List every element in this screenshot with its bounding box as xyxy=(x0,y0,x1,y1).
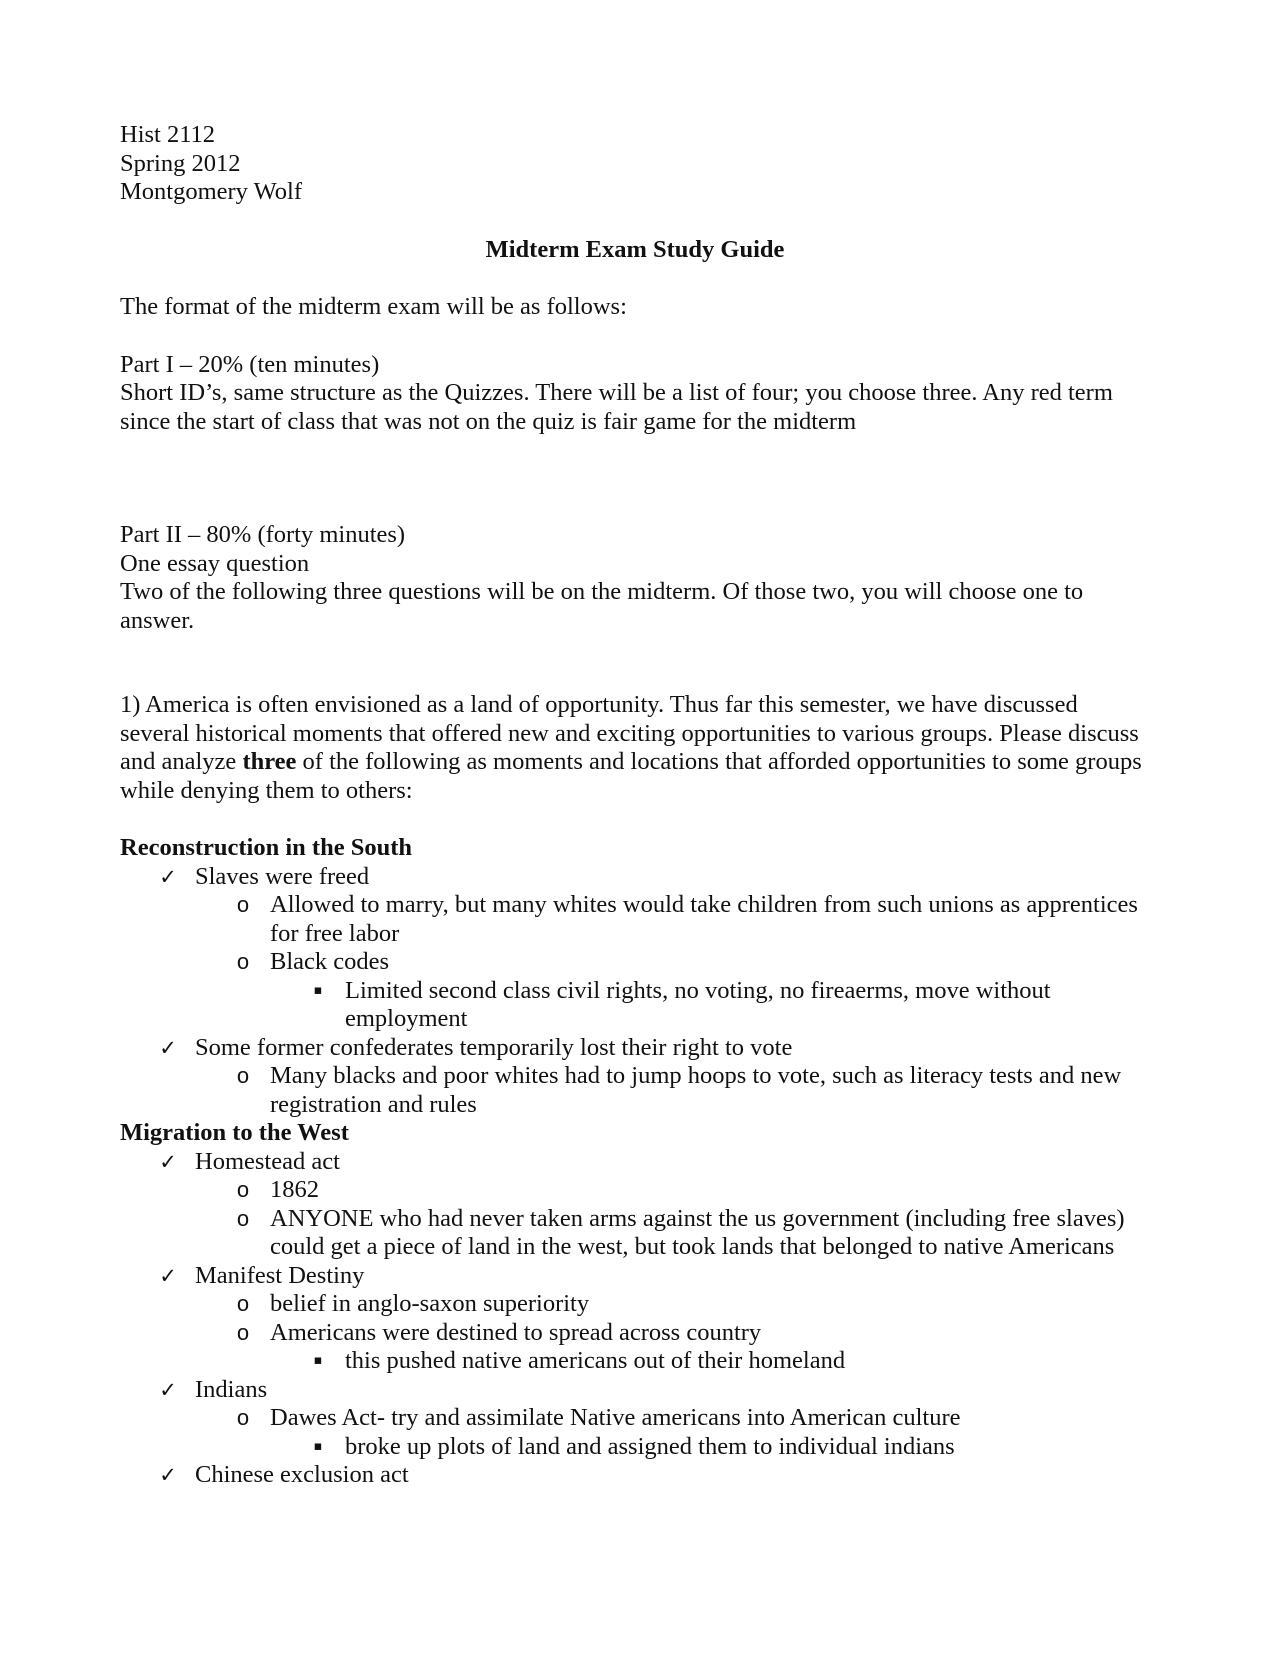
list-item: o Allowed to marry, but many whites would take children from such unions as apprentices for free labor xyxy=(120,891,1150,948)
part2-essay-line: One essay question xyxy=(120,549,310,577)
circle-bullet-icon: o xyxy=(236,1063,250,1088)
square-bullet-icon: ▪ xyxy=(313,1438,323,1454)
check-icon: ✓ xyxy=(159,1377,177,1402)
document-page xyxy=(120,121,1150,1490)
list-item: ✓ Slaves were freed xyxy=(159,862,370,890)
list-item: ▪ this pushed native americans out of their homeland xyxy=(120,1347,1150,1376)
list-item: ✓ Some former confederates temporarily lost their right to vote xyxy=(159,1033,793,1061)
list-item: ✓ Manifest Destiny xyxy=(159,1261,365,1289)
intro-text: The format of the midterm exam will be as follows: xyxy=(120,293,627,320)
list-item: o Black codes xyxy=(120,948,1150,977)
instructor-name: Montgomery Wolf xyxy=(120,178,302,205)
circle-bullet-icon: o xyxy=(236,1177,250,1202)
circle-bullet-icon: o xyxy=(236,1319,250,1345)
circle-bullet-icon: o xyxy=(236,1205,250,1231)
term: Spring 2012 xyxy=(120,149,241,177)
check-icon: ✓ xyxy=(159,1463,177,1487)
section-reconstruction xyxy=(120,834,1150,1119)
circle-bullet-icon: o xyxy=(236,949,250,974)
check-icon: ✓ xyxy=(159,864,177,889)
part1-text: Short ID’s, same structure as the Quizzes. There will be a list of four; you choose three. Any red term since the start of class that was not on the quiz is fair game for the midterm xyxy=(120,379,1113,435)
circle-bullet-icon: o xyxy=(236,1291,250,1316)
list-item: ✓ Chinese exclusion act xyxy=(159,1461,409,1488)
section-migration-west xyxy=(120,1119,1150,1490)
list-item: o 1862 xyxy=(120,1176,1150,1205)
section-heading: Reconstruction in the South xyxy=(120,834,412,861)
part1-heading: Part I – 20% (ten minutes) xyxy=(120,350,380,378)
check-icon: ✓ xyxy=(159,1263,177,1288)
document-title: Midterm Exam Study Guide xyxy=(485,235,785,263)
part2-text: Two of the following three questions will be on the midterm. Of those two, you will choose one to answer. xyxy=(120,578,1084,634)
check-icon: ✓ xyxy=(159,1149,177,1174)
list-item: o Dawes Act- try and assimilate Native americans into American culture xyxy=(120,1404,1150,1433)
question-1-bold-word: three xyxy=(242,748,297,775)
list-item: o belief in anglo-saxon superiority xyxy=(120,1290,1150,1319)
list-item: ✓ Homestead act xyxy=(159,1147,340,1175)
section-heading: Migration to the West xyxy=(120,1119,349,1146)
list-item: ✓ Indians xyxy=(159,1375,268,1403)
list-item: o ANYONE who had never taken arms against the us government (including free slaves) could get a piece of land in the west, but took lands that belonged to native Americans xyxy=(120,1205,1150,1262)
check-icon: ✓ xyxy=(159,1035,177,1060)
course-code: Hist 2112 xyxy=(120,121,216,148)
square-bullet-icon: ▪ xyxy=(313,982,323,998)
square-bullet-icon: ▪ xyxy=(313,1353,323,1368)
list-item: o Americans were destined to spread across country xyxy=(120,1319,1150,1348)
list-item: ▪ broke up plots of land and assigned them to individual indians xyxy=(120,1433,1150,1462)
list-item: ▪ Limited second class civil rights, no voting, no fireaerms, move without employment xyxy=(120,977,1150,1034)
part2-heading: Part II – 80% (forty minutes) xyxy=(120,521,406,548)
question-1 xyxy=(120,691,1150,805)
circle-bullet-icon: o xyxy=(236,1405,250,1430)
circle-bullet-icon: o xyxy=(236,892,250,917)
question-1-text-before: 1) America is often envisioned as a land of opportunity. Thus far this semester, we have discussed several historical moments that offered new and exciting opportunities to various groups. Please discuss and analyze xyxy=(120,691,1139,775)
question-1-text-after: of the following as moments and locations that afforded opportunities to some groups while denying them to others: xyxy=(120,748,1142,804)
list-item: o Many blacks and poor whites had to jump hoops to vote, such as literacy tests and new registration and rules xyxy=(120,1062,1150,1119)
